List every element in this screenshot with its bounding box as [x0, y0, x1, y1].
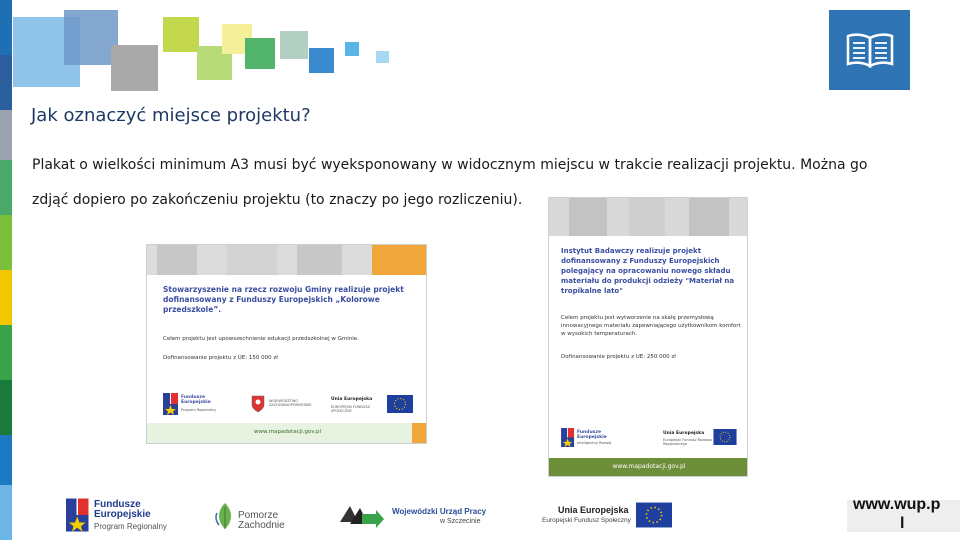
- footer-logo-pomorze-zachodnie: [214, 498, 284, 534]
- poster-goal: Celem projektu jest wytworzenie na skalę przemysłową innowacyjnego materiału zapewniającego użytkownikom komfort w wysokich temperaturach.: [561, 315, 741, 337]
- poster-top-band: [549, 198, 748, 236]
- footer-logo-unia-europejska: [540, 500, 675, 532]
- header-decoration-square: [163, 17, 199, 52]
- left-color-stripe: [0, 0, 12, 540]
- slide-paragraph-line-2: zdjąć dopiero po zakończeniu projektu (to znaczy po jego rozliczeniu).: [32, 192, 523, 208]
- poster-ue-logo-text: Unia Europejska: [663, 431, 705, 436]
- poster-ue-logo-subtext: Europejski Fundusz Rozwoju Regionalnego: [663, 438, 713, 446]
- footer-url-link[interactable]: www.wup.p: [853, 496, 941, 513]
- poster-ue-logo-subtext: EUROPEJSKI FUNDUSZ SPOŁECZNY: [331, 405, 371, 413]
- slide-paragraph-line-1: Plakat o wielkości minimum A3 musi być wyeksponowany w widocznym miejscu w trakcie realizacji projektu. Można go: [32, 157, 868, 173]
- leaf-icon: [214, 501, 236, 531]
- fe-logo-icon: [163, 393, 179, 415]
- poster-footer-bar: [549, 458, 748, 476]
- poster-footer-bar: [147, 423, 427, 443]
- eu-flag-icon: [636, 502, 672, 528]
- book-button[interactable]: [829, 10, 910, 90]
- header-decoration-square: [280, 31, 308, 59]
- footer-fe-title-2: Europejskie: [94, 509, 151, 520]
- poster-example-landscape: [146, 244, 427, 444]
- poster-fe-logo-text: Fundusze Europejskie: [577, 430, 607, 440]
- poster-heading: Instytut Badawczy realizuje projekt dofinansowany z Funduszy Europejskich polegający na opracowaniu nowego składu materiału do produkcji odzieży "Materiał na tropikalne lato": [561, 247, 735, 295]
- poster-ue-logo-text: Unia Europejska: [331, 397, 373, 402]
- footer-fe-title-1: Fundusze: [94, 499, 141, 510]
- footer-ue-title: Unia Europejska: [558, 505, 629, 515]
- poster-logo-bar: [559, 428, 739, 448]
- footer-fe-subtitle: Program Regionalny: [94, 522, 167, 531]
- fe-logo-icon: [561, 428, 575, 447]
- poster-funding: Dofinansowanie projektu z UE: 150 000 zł: [163, 355, 278, 361]
- poster-url: www.mapadotacji.gov.pl: [254, 429, 321, 435]
- footer-ue-subtitle: Europejski Fundusz Społeczny: [542, 517, 631, 524]
- poster-fe-logo-subtext: Program Regionalny: [181, 408, 217, 412]
- slide-title: Jak oznaczyć miejsce projektu?: [31, 105, 311, 126]
- footer-wup-line-2: w Szczecinie: [440, 518, 481, 525]
- footer-pomorze-line-1: Pomorze: [238, 510, 279, 521]
- region-crest-icon: [251, 395, 265, 413]
- header-decoration-square: [345, 42, 359, 56]
- header-decoration-square: [376, 51, 389, 63]
- poster-top-band: [147, 245, 427, 275]
- footer-url-link-continued[interactable]: l: [900, 515, 905, 532]
- poster-fe-logo-subtext: Inteligentny Rozwój: [577, 441, 612, 445]
- wup-logo-icon: [338, 500, 386, 530]
- footer-pomorze-line-2: Zachodnie: [238, 520, 285, 531]
- poster-fe-logo-text: Fundusze Europejskie: [181, 395, 211, 405]
- poster-logo-bar: [161, 393, 415, 417]
- footer-logo-wup: [338, 500, 488, 532]
- eu-flag-icon: [713, 429, 737, 445]
- poster-url: www.mapadotacji.gov.pl: [612, 463, 686, 470]
- header-decoration-square: [309, 48, 334, 73]
- eu-flag-icon: [387, 395, 413, 413]
- footer-logo-fundusze-europejskie: [66, 496, 166, 534]
- poster-goal: Celem projektu jest upowszechnienie edukacji przedszkolnej w Gminie.: [163, 336, 359, 342]
- poster-heading: Stowarzyszenie na rzecz rozwoju Gminy realizuje projekt dofinansowany z Funduszy Europejskich „Kolorowe przedszkole”.: [163, 285, 404, 314]
- header-decoration-square: [245, 38, 275, 69]
- poster-region-logo-text: WOJEWÓDZTWO ZACHODNIOPOMORSKIE: [269, 399, 312, 407]
- poster-funding: Dofinansowanie projektu z UE: 250 000 zł: [561, 354, 676, 360]
- fe-logo-icon: [66, 498, 90, 532]
- header-decoration-square: [64, 10, 118, 65]
- header-decoration-square: [111, 45, 158, 91]
- open-book-icon: [845, 30, 895, 70]
- poster-example-portrait: [548, 197, 748, 477]
- footer-wup-line-1: Wojewódzki Urząd Pracy: [392, 507, 487, 516]
